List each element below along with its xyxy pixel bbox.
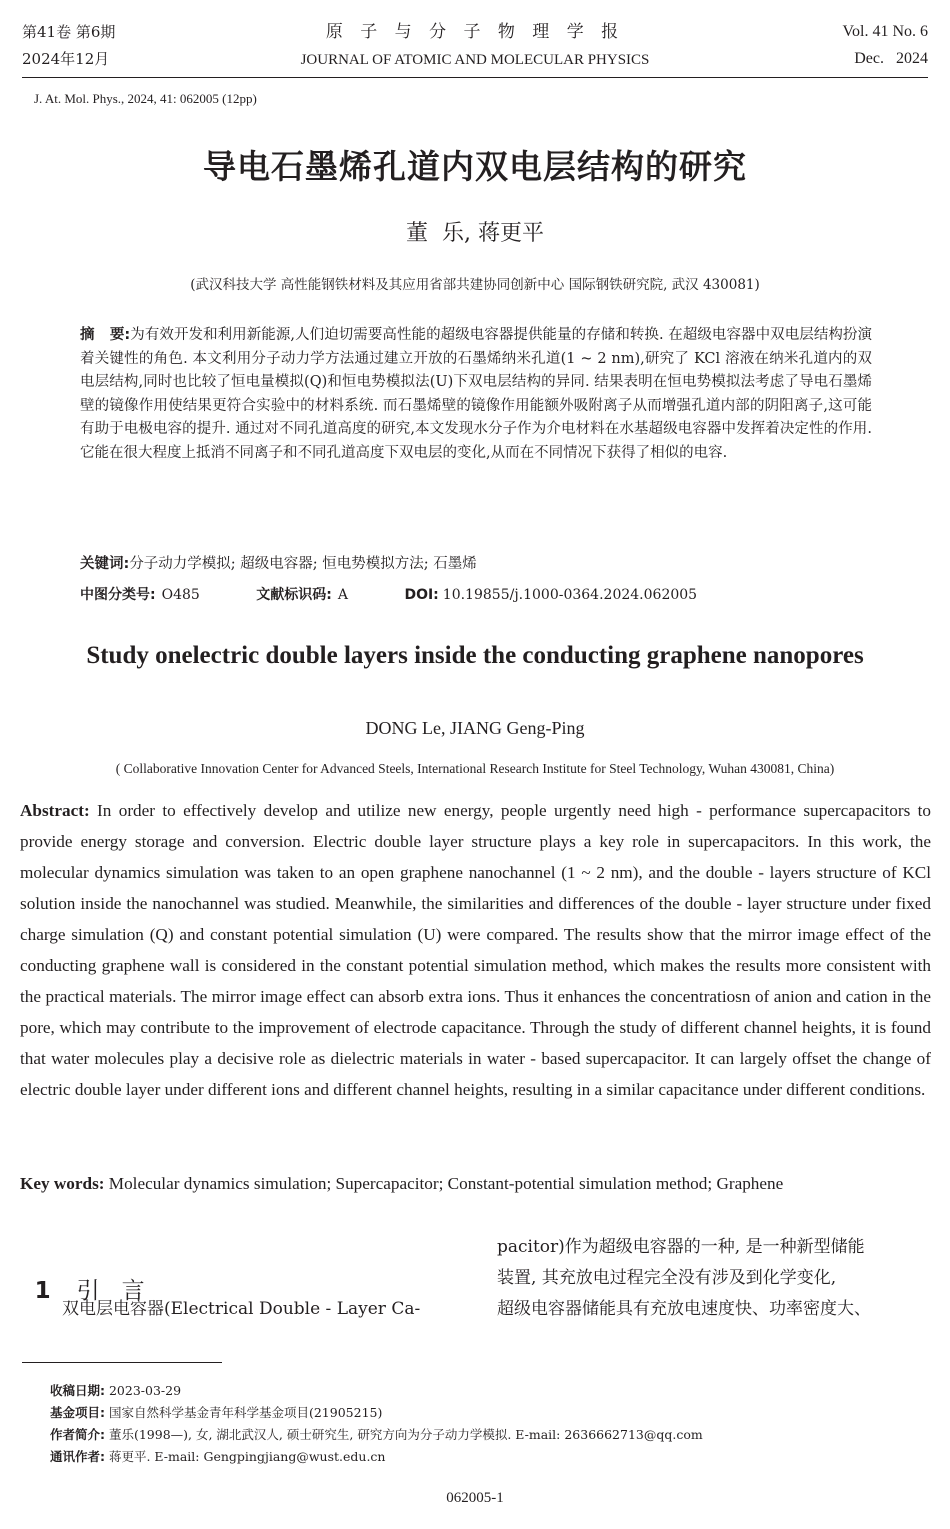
footnotes xyxy=(50,1380,910,1468)
footnote-received xyxy=(50,1380,910,1402)
classification-line xyxy=(80,584,697,606)
section-left-text: 双电层电容器(Electrical Double - Layer Ca- xyxy=(62,1299,421,1319)
clc-label: 中图分类号: xyxy=(80,587,156,603)
header-vol-no: Vol. 41 No. 6 xyxy=(842,23,928,40)
section-right-line: 超级电容器储能具有充放电速度快、功率密度大、 xyxy=(497,1299,871,1319)
header-date-cn: 2024年12月 xyxy=(22,50,110,68)
section-right-column xyxy=(497,1232,931,1325)
footnote-text: 国家自然科学基金青年科学基金项目(21905215) xyxy=(105,1405,383,1420)
footnote-label: 通讯作者: xyxy=(50,1449,105,1464)
title-cn: 导电石墨烯孔道内双电层结构的研究 xyxy=(203,147,747,186)
keywords-cn xyxy=(80,553,872,577)
footnote-funding xyxy=(50,1402,910,1424)
journal-name-en: JOURNAL OF ATOMIC AND MOLECULAR PHYSICS xyxy=(300,52,650,68)
keywords-en xyxy=(20,1168,931,1199)
footnote-label: 基金项目: xyxy=(50,1405,105,1420)
header-date-en: Dec. 2024 xyxy=(854,50,928,67)
footnote-author-bio xyxy=(50,1424,910,1446)
abstract-cn-label: 摘 要: xyxy=(80,327,131,343)
section-right-line: pacitor)作为超级电容器的一种, 是一种新型储能 xyxy=(497,1237,865,1257)
abstract-en-label: Abstract: xyxy=(20,801,90,820)
keywords-cn-label: 关键词: xyxy=(80,556,130,572)
page-number: 062005-1 xyxy=(446,1490,504,1506)
footnote-text: 2023-03-29 xyxy=(105,1383,182,1398)
keywords-en-text: Molecular dynamics simulation; Supercapacitor; Constant-potential simulation method; Graphene xyxy=(104,1174,784,1193)
footnote-label: 收稿日期: xyxy=(50,1383,105,1398)
clc-value: O485 xyxy=(161,587,200,603)
section-title: 引 言 xyxy=(76,1278,145,1304)
abstract-en xyxy=(20,795,931,1105)
journal-name-cn: 原 子 与 分 子 物 理 学 报 xyxy=(325,22,625,42)
section-right-line: 装置, 其充放电过程完全没有涉及到化学变化, xyxy=(497,1268,837,1288)
footnote-text: 董乐(1998—), 女, 湖北武汉人, 硕士研究生, 研究方向为分子动力学模拟. E-mail: 2636662713@qq.com xyxy=(105,1427,703,1442)
footnote-label: 作者简介: xyxy=(50,1427,105,1442)
footnote-rule xyxy=(22,1362,222,1363)
abstract-cn xyxy=(80,324,872,466)
footnote-text: 蒋更平. E-mail: Gengpingjiang@wust.edu.cn xyxy=(105,1449,386,1464)
doc-code-value: A xyxy=(337,587,348,603)
doc-code-label: 文献标识码: xyxy=(256,587,332,603)
authors-cn: 董 乐, 蒋更平 xyxy=(406,221,544,246)
title-en: Study onelectric double layers inside the conducting graphene nanopores xyxy=(86,642,864,669)
header-rule xyxy=(22,77,928,78)
header-volume-issue: 第41卷 第6期 xyxy=(22,23,116,41)
authors-en: DONG Le, JIANG Geng-Ping xyxy=(365,718,585,738)
abstract-en-text: In order to effectively develop and utilize new energy, people urgently need high - performance supercapacitors to provide energy storage and conversion. Electric double layer structure plays a key role in supercapacitors. In this work, the molecular dynamics simulation was taken to an open graphene nanochannel (1 ~ 2 nm), and the double - layers structure of KCl solution inside the nanochannel was studied. Meanwhile, the similarities and differences of the double - layer structure under fixed charge simulation (Q) and constant potential simulation (U) were compared. The results show that the mirror image effect of the conducting graphene wall is considered in the constant potential simulation method, which makes the results more consistent with the practical materials. The mirror image effect can absorb extra ions. Thus it enhances the concentratiosn of anion and cation in the pore, which may contribute to the improvement of electrode capacitance. Through the study of different channel heights, it is found that water molecules play a decisive role as dielectric materials in water - based supercapacitor. It can largely offset the change of electric double layer under different ions and different channel heights, resulting in a similar capacitance under different conditions. xyxy=(20,801,931,1099)
citation-line: J. At. Mol. Phys., 2024, 41: 062005 (12pp) xyxy=(34,91,257,106)
affiliation-en: ( Collaborative Innovation Center for Advanced Steels, International Research Institute for Steel Technology, Wuhan 430081, China) xyxy=(115,761,835,776)
section-number: 1 xyxy=(34,1278,51,1304)
doi-label: DOI: xyxy=(404,587,439,603)
doi-value: 10.19855/j.1000-0364.2024.062005 xyxy=(442,587,698,603)
keywords-en-label: Key words: xyxy=(20,1174,105,1193)
abstract-cn-text: 为有效开发和利用新能源,人们迫切需要高性能的超级电容器提供能量的存储和转换. 在超级电容器中双电层结构扮演着关键性的角色. 本文利用分子动力学方法通过建立开放的石墨烯纳米孔道(1 ~ 2 nm),研究了 KCl 溶液在纳米孔道内的双电层结构,同时也比较了恒电量模拟(Q)和恒电势模拟法(U)下双电层结构的异同. 结果表明在恒电势模拟法考虑了导电石墨烯壁的镜像作用使结果更符合实验中的材料系统. 而石墨烯壁的镜像作用能额外吸附离子从而增强孔道内部的阴阳离子,这可能有助于电极电容的提升. 通过对不同孔道高度的研究,本文发现水分子作为介电材料在水基超级电容器中发挥着决定性的作用. 它能在很大程度上抵消不同离子和不同孔道高度下双电层的变化,从而在不同情况下获得了相似的电容. xyxy=(80,327,872,461)
affiliation-cn: (武汉科技大学 高性能钢铁材料及其应用省部共建协同创新中心 国际钢铁研究院, 武汉 430081) xyxy=(190,277,760,293)
footnote-corresponding xyxy=(50,1446,910,1468)
keywords-cn-text: 分子动力学模拟; 超级电容器; 恒电势模拟方法; 石墨烯 xyxy=(129,556,477,572)
